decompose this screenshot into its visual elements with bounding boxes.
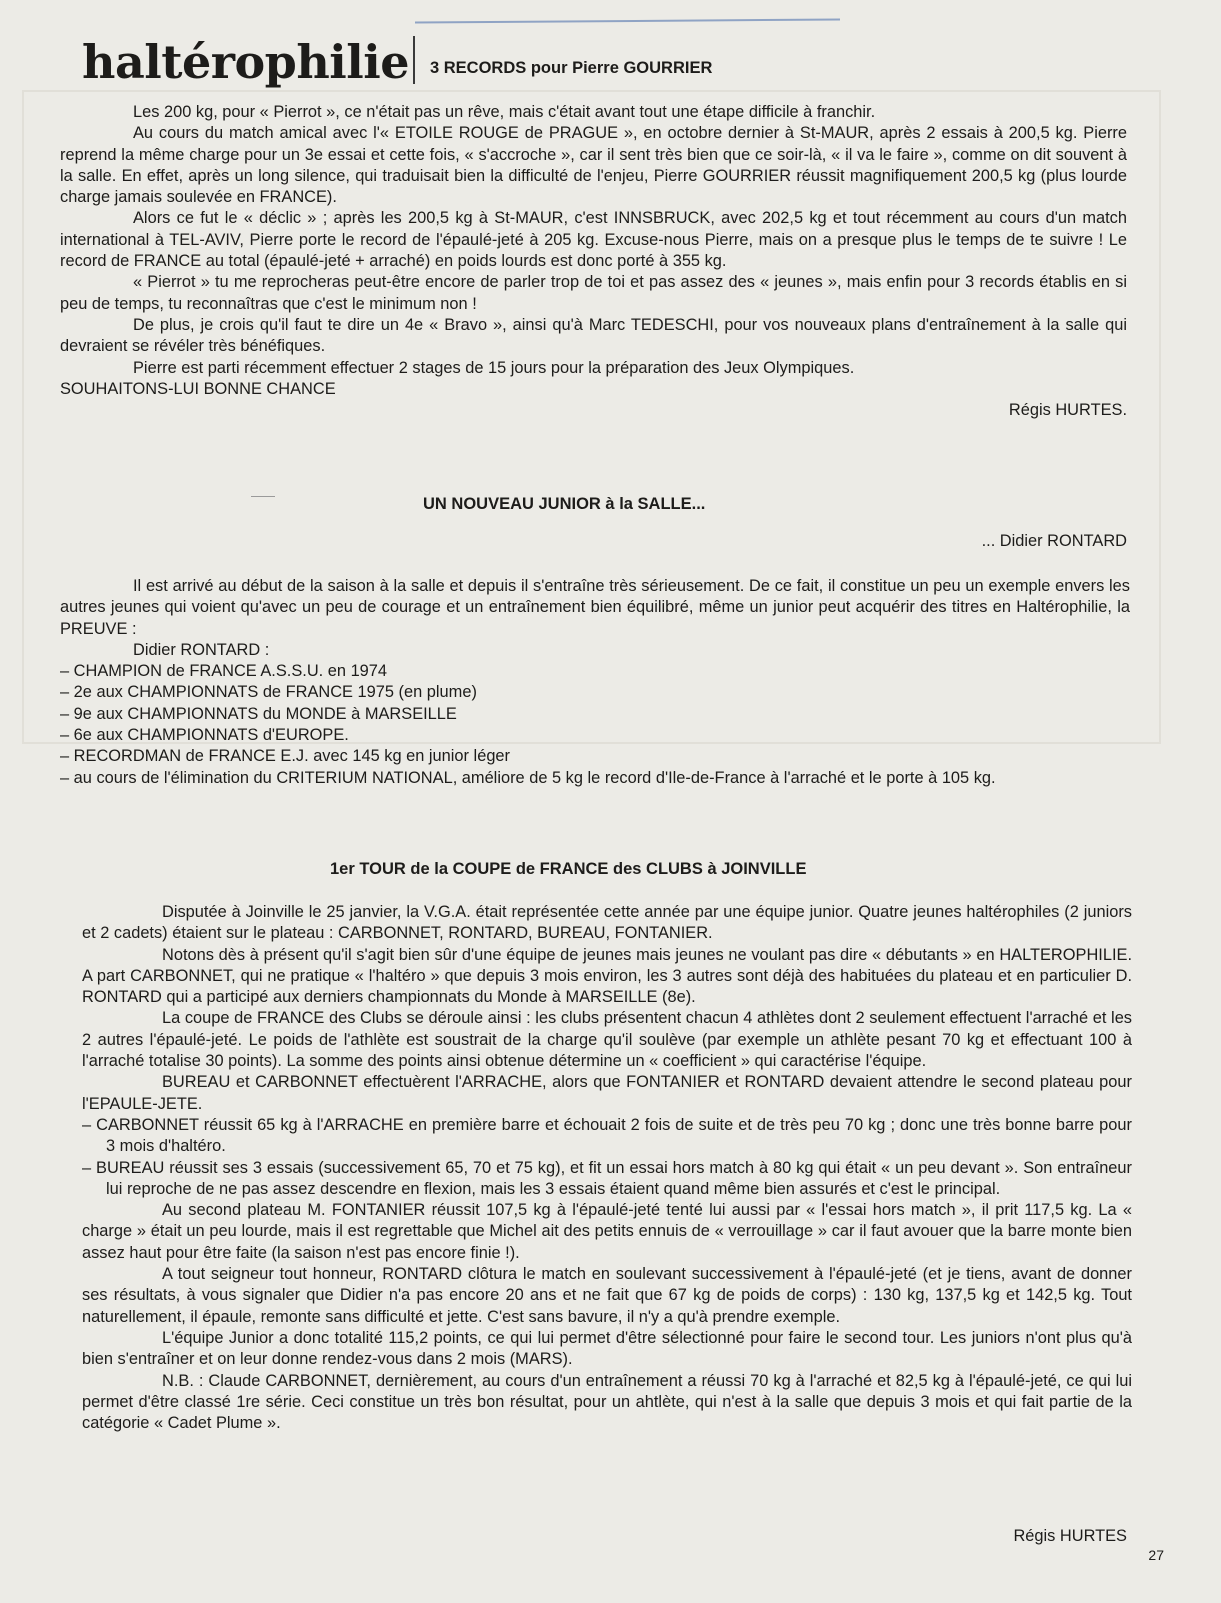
closing-line: SOUHAITONS-LUI BONNE CHANCE xyxy=(60,379,336,398)
paragraph: La coupe de FRANCE des Clubs se déroule ainsi : les clubs présentent chacun 4 athlètes dont 2 seulement effectuent l'arraché et les 2 autres l'épaulé-jeté. Le poids de l'athlète est soustrait de la charge qu'il soulève (par exemple un athlète pesant 70 kg et effectuant 100 à l'arraché totalise 30 points). La somme des points ainsi obtenue détermine un « coefficient » qui caractérise l'équipe. xyxy=(82,1009,1132,1071)
article-3-body xyxy=(82,902,1132,1434)
paragraph: Les 200 kg, pour « Pierrot », ce n'était pas un rêve, mais c'était avant tout une étape difficile à franchir. xyxy=(133,103,876,121)
article-1-body xyxy=(60,102,1127,421)
paragraph: Il est arrivé au début de la saison à la salle et depuis il s'entraîne très sérieusement. De ce fait, il constitue un peu un exemple envers les autres jeunes qui voient qu'avec un peu de courage et un entraînement bien équilibré, même un junior peut acquérir des titres en Haltérophilie, la PREUVE : xyxy=(60,577,1130,638)
page-number: 27 xyxy=(1148,1547,1164,1563)
title-item: – 9e aux CHAMPIONNATS du MONDE à MARSEILLE xyxy=(60,704,457,723)
paragraph: Notons dès à présent qu'il s'agit bien sûr d'une équipe de jeunes mais jeunes ne voulant pas dire « débutants » en HALTEROPHILIE. A part CARBONNET, qui ne pratique « l'haltéro » que depuis 3 mois environ, les 3 autres sont déjà des habituées du plateau et en particulier D. RONTARD qui a participé aux derniers championnats du Monde à MARSEILLE (8e). xyxy=(82,945,1132,1007)
section-title: haltérophilie xyxy=(82,35,409,89)
paragraph: N.B. : Claude CARBONNET, dernièrement, au cours d'un entraînement a réussi 70 kg à l'arraché et 82,5 kg à l'épaulé-jeté, ce qui lui permet d'être classé 1re série. Ceci constitue un très bon résultat, pour un ahtlète, qui n'est à la salle que depuis 3 mois et qui fait partie de la catégorie « Cadet Plume ». xyxy=(82,1371,1132,1433)
article-3-signature: Régis HURTES xyxy=(1013,1527,1127,1545)
article-subtitle: 3 RECORDS pour Pierre GOURRIER xyxy=(430,59,713,77)
result-item: – CARBONNET réussit 65 kg à l'ARRACHE en première barre et échouait 2 fois de suite et de très peu 70 kg ; donc une très bonne barre pour 3 mois d'haltéro. xyxy=(82,1115,1132,1156)
paragraph: BUREAU et CARBONNET effectuèrent l'ARRACHE, alors que FONTANIER et RONTARD devaient attendre le second plateau pour l'EPAULE-JETE. xyxy=(82,1073,1132,1113)
article-2-body xyxy=(60,576,1130,789)
title-item: – 6e aux CHAMPIONNATS d'EUROPE. xyxy=(60,726,349,745)
paragraph: L'équipe Junior a donc totalité 115,2 points, ce qui lui permet d'être sélectionné pour faire le second tour. Les juniors n'ont plus qu'à bien s'entraîner et on leur donne rendez-vous dans 2 mois (MARS). xyxy=(82,1328,1132,1369)
article-2-byline: ... Didier RONTARD xyxy=(981,532,1127,550)
title-item: – au cours de l'élimination du CRITERIUM NATIONAL, améliore de 5 kg le record d'Ile-de-France à l'arraché et le porte à 105 kg. xyxy=(60,768,996,787)
paragraph: A tout seigneur tout honneur, RONTARD clôtura le match en soulevant successivement à l'épaulé-jeté (et je tiens, avant de donner ses résultats, à vous signaler que Didier n'a pas encore 20 ans et ne fait que 67 kg de poids de corps) : 130 kg, 137,5 kg et 142,5 kg. Tout naturellement, il épaule, remonte sans difficulté et jette. C'est sans bavure, il n'y a qu'à prendre exemple. xyxy=(82,1265,1132,1326)
result-item: – BUREAU réussit ses 3 essais (successivement 65, 70 et 75 kg), et fit un essai hors match à 80 kg qui était « un peu devant ». Son entraîneur lui reproche de ne pas assez descendre en flexion, mais les 3 essais étaient quand même bien assurés et c'est le principal. xyxy=(82,1158,1132,1198)
title-item: – CHAMPION de FRANCE A.S.S.U. en 1974 xyxy=(60,662,388,681)
paragraph: « Pierrot » tu me reprocheras peut-être encore de parler trop de toi et pas assez des « jeunes », mais enfin pour 3 records établis en si peu de temps, tu reconnaîtras que c'est le minimum non ! xyxy=(60,273,1127,313)
article-2-heading: UN NOUVEAU JUNIOR à la SALLE... xyxy=(423,495,706,513)
paragraph: De plus, je crois qu'il faut te dire un 4e « Bravo », ainsi qu'à Marc TEDESCHI, pour vos nouveaux plans d'entraînement à la salle qui devraient se révéler très bénéfiques. xyxy=(60,315,1127,356)
signature: Régis HURTES. xyxy=(1008,401,1127,420)
paragraph: Au cours du match amical avec l'« ETOILE ROUGE de PRAGUE », en octobre dernier à St-MAUR, après 2 essais à 200,5 kg. Pierre reprend la même charge pour un 3e essai et cette fois, « s'accroche », car il sent très bien que ce soir-là, « il va le faire », comme on dit souvent à la salle. En effet, après un long silence, qui traduisait bien la difficulté de l'enjeu, Pierre GOURRIER réussit magnifiquement 200,5 kg (plus lourde charge jamais soulevée en FRANCE). xyxy=(60,124,1127,207)
print-mark xyxy=(251,496,275,497)
title-item: – RECORDMAN de FRANCE E.J. avec 145 kg en junior léger xyxy=(60,747,511,766)
paragraph: Pierre est parti récemment effectuer 2 stages de 15 jours pour la préparation des Jeux Olympiques. xyxy=(133,358,855,377)
name-line: Didier RONTARD : xyxy=(133,640,270,659)
article-3-heading: 1er TOUR de la COUPE de FRANCE des CLUBS à JOINVILLE xyxy=(330,860,807,878)
paragraph: Disputée à Joinville le 25 janvier, la V.G.A. était représentée cette année par une équipe junior. Quatre jeunes haltérophiles (2 juniors et 2 cadets) étaient sur le plateau : CARBONNET, RONTARD, BUREAU, FONTANIER. xyxy=(82,903,1132,943)
title-item: – 2e aux CHAMPIONNATS de FRANCE 1975 (en plume) xyxy=(60,683,477,702)
paragraph: Au second plateau M. FONTANIER réussit 107,5 kg à l'épaulé-jeté tenté lui aussi par « l'essai hors match », il prit 117,5 kg. La « charge » était un peu lourde, mais il est regrettable que Michel ait des petits ennuis de « verrouillage » car il faut avouer que la barre monte bien assez haut pour être faite (la saison n'est pas encore finie !). xyxy=(82,1201,1132,1262)
title-divider xyxy=(413,36,415,84)
paragraph: Alors ce fut le « déclic » ; après les 200,5 kg à St-MAUR, c'est INNSBRUCK, avec 202,5 kg et tout récemment au cours d'un match international à TEL-AVIV, Pierre porte le record de l'épaulé-jeté à 205 kg. Excuse-nous Pierre, mais on a presque plus le temps de te suivre ! Le record de FRANCE au total (épaulé-jeté + arraché) en poids lourds est donc porté à 355 kg. xyxy=(60,209,1127,271)
pen-stroke xyxy=(415,19,840,24)
